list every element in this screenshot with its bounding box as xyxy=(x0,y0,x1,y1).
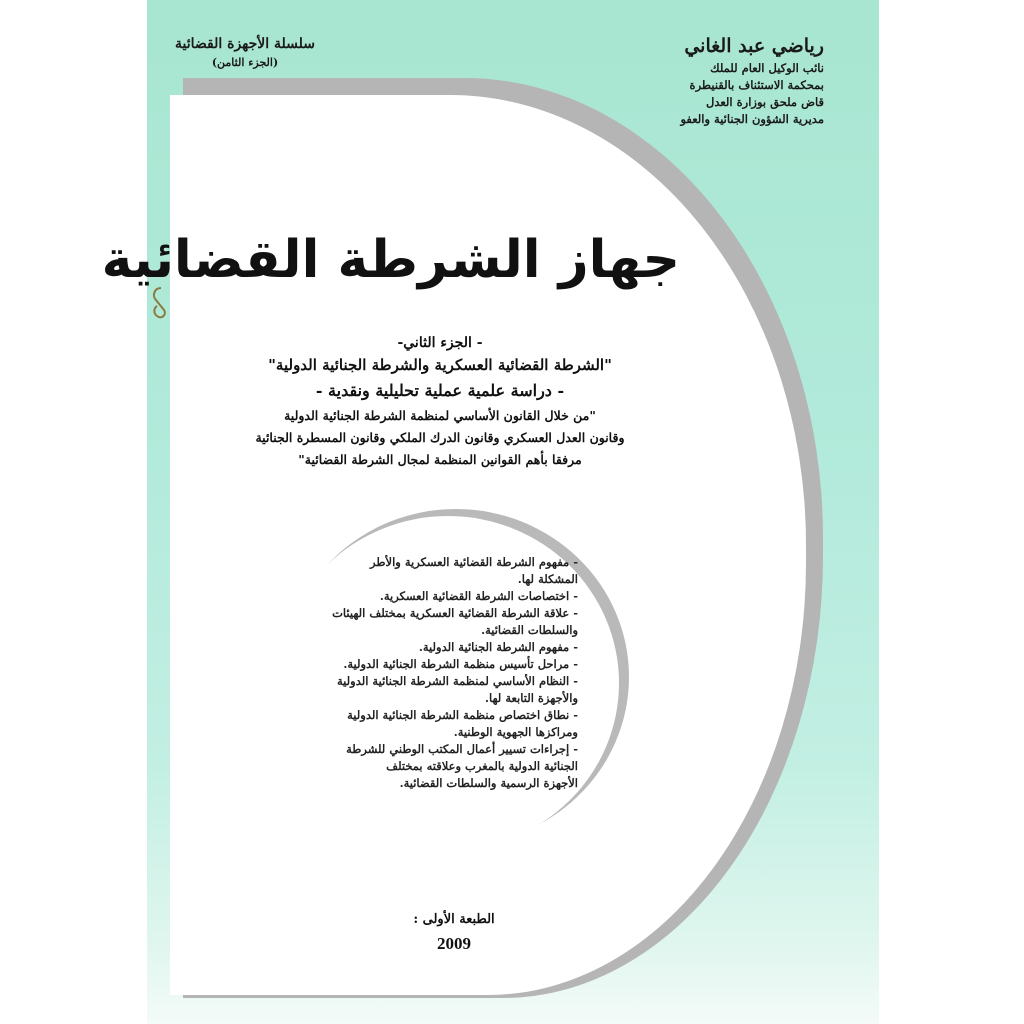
topic-line: الجنائية الدولية بالمغرب وعلاقته بمختلف xyxy=(386,759,578,773)
topic-line: والأجهزة التابعة لها. xyxy=(485,691,578,705)
subtitle-source-line: وقانون العدل العسكري وقانون الدرك الملكي وقانون المسطرة الجنائية xyxy=(255,430,625,445)
topic-line: - مفهوم الشرطة القضائية العسكرية والأطر xyxy=(370,555,578,569)
topic-line: - مفهوم الشرطة الجنائية الدولية. xyxy=(418,640,578,654)
topic-line: - النظام الأساسي لمنظمة الشرطة الجنائية الدولية xyxy=(337,674,578,688)
series-title: سلسلة الأجهزة القضائية xyxy=(174,36,316,52)
topics-list xyxy=(288,554,578,792)
topic-line: - نطاق اختصاص منظمة الشرطة الجنائية الدولية xyxy=(347,708,578,722)
topic-line: - مراحل تأسيس منظمة الشرطة الجنائية الدولية. xyxy=(343,657,578,671)
topic-line: - علاقة الشرطة القضائية العسكرية بمختلف الهيئات xyxy=(332,606,578,620)
author-block xyxy=(604,34,824,128)
subtitle-part-line: - الجزء الثاني- xyxy=(397,335,483,351)
author-name: رياضي عبد الغاني xyxy=(684,35,824,57)
subtitle-source-line: مرفقا بأهم القوانين المنظمة لمجال الشرطة القضائية" xyxy=(298,452,582,467)
subtitle-source-line: "من خلال القانون الأساسي لمنظمة الشرطة الجنائية الدولية xyxy=(284,408,596,423)
author-title-line: بمحكمة الاستئناف بالقنيطرة xyxy=(689,78,824,92)
topic-line: - اختصاصات الشرطة القضائية العسكرية. xyxy=(379,589,578,603)
topic-line: الأجهزة الرسمية والسلطات القضائية. xyxy=(399,776,578,790)
book-title: جهاز الشرطة القضائية xyxy=(101,230,680,290)
subtitle-block xyxy=(250,333,630,471)
edition-year: 2009 xyxy=(437,934,471,953)
topic-line: - إجراءات تسيير أعمال المكتب الوطني للشرطة xyxy=(346,742,578,756)
author-title-line: مديرية الشؤون الجنائية والعفو xyxy=(680,112,824,126)
edition-label: الطبعة الأولى : xyxy=(413,912,495,927)
series-part: (الجزء الثامن) xyxy=(211,56,279,69)
author-title-line: قاض ملحق بوزارة العدل xyxy=(705,95,824,109)
author-title-line: نائب الوكيل العام للملك xyxy=(710,61,824,75)
series-block xyxy=(170,34,320,72)
topic-line: المشكلة لها. xyxy=(517,572,578,586)
subtitle-main-line: "الشرطة القضائية العسكرية والشرطة الجنائية الدولية" xyxy=(268,356,612,374)
edition-block xyxy=(404,910,504,958)
subtitle-study-line: - دراسة علمية عملية تحليلية ونقدية - xyxy=(315,381,565,400)
topic-line: والسلطات القضائية. xyxy=(481,623,578,637)
topic-line: ومراكزها الجهوية الوطنية. xyxy=(453,725,578,739)
